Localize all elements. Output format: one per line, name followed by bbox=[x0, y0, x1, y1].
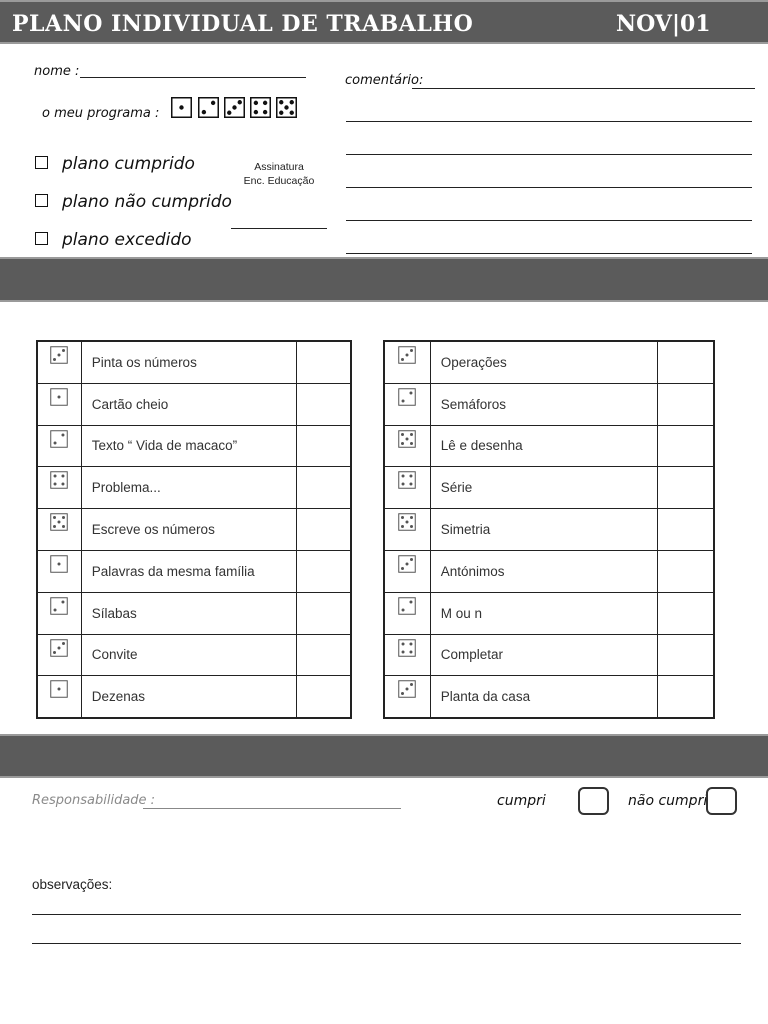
task-check-cell[interactable] bbox=[658, 383, 714, 425]
task-dice-cell bbox=[37, 467, 81, 509]
task-table-left bbox=[36, 340, 352, 719]
dice-5-icon bbox=[398, 430, 416, 448]
dice-3-icon bbox=[50, 346, 68, 364]
task-label: Simetria bbox=[430, 509, 658, 551]
task-check-cell[interactable] bbox=[297, 509, 351, 551]
dice-3-icon bbox=[398, 346, 416, 364]
task-check-cell[interactable] bbox=[297, 383, 351, 425]
task-check-cell[interactable] bbox=[297, 467, 351, 509]
task-label: Sílabas bbox=[81, 592, 297, 634]
task-label: Semáforos bbox=[430, 383, 658, 425]
task-dice-cell bbox=[37, 383, 81, 425]
task-dice-cell bbox=[37, 341, 81, 383]
task-row bbox=[384, 341, 714, 383]
task-check-cell[interactable] bbox=[297, 550, 351, 592]
task-row bbox=[37, 383, 351, 425]
comment-line[interactable] bbox=[346, 253, 752, 254]
signature-label bbox=[231, 160, 327, 188]
task-dice-cell bbox=[384, 425, 430, 467]
dice-4-icon bbox=[50, 471, 68, 489]
task-check-cell[interactable] bbox=[658, 676, 714, 718]
program-die[interactable] bbox=[171, 97, 192, 123]
dice-1-icon bbox=[171, 97, 192, 118]
task-check-cell[interactable] bbox=[297, 676, 351, 718]
section-band bbox=[0, 734, 768, 778]
not-done-checkbox[interactable] bbox=[706, 787, 737, 815]
task-row bbox=[384, 467, 714, 509]
task-check-cell[interactable] bbox=[658, 425, 714, 467]
task-dice-cell bbox=[37, 509, 81, 551]
dice-5-icon bbox=[50, 513, 68, 531]
dice-3-icon bbox=[398, 555, 416, 573]
dice-2-icon bbox=[398, 388, 416, 406]
task-dice-cell bbox=[384, 383, 430, 425]
task-check-cell[interactable] bbox=[658, 592, 714, 634]
comment-label: comentário: bbox=[345, 73, 424, 88]
dice-3-icon bbox=[398, 680, 416, 698]
task-row bbox=[37, 634, 351, 676]
task-row bbox=[384, 676, 714, 718]
dice-2-icon bbox=[50, 597, 68, 615]
task-label: Problema... bbox=[81, 467, 297, 509]
status-option-not-completed: plano não cumprido bbox=[62, 192, 232, 212]
task-label: Pinta os números bbox=[81, 341, 297, 383]
task-check-cell[interactable] bbox=[658, 467, 714, 509]
task-table-right bbox=[383, 340, 715, 719]
task-dice-cell bbox=[37, 676, 81, 718]
dice-2-icon bbox=[198, 97, 219, 118]
task-check-cell[interactable] bbox=[297, 341, 351, 383]
task-label: Completar bbox=[430, 634, 658, 676]
task-dice-cell bbox=[384, 676, 430, 718]
dice-2-icon bbox=[50, 430, 68, 448]
task-row bbox=[384, 383, 714, 425]
name-field[interactable] bbox=[80, 77, 306, 78]
task-row bbox=[37, 592, 351, 634]
observations-line[interactable] bbox=[32, 914, 741, 915]
comment-line[interactable] bbox=[346, 220, 752, 221]
program-die[interactable] bbox=[198, 97, 219, 123]
header-band bbox=[0, 0, 768, 44]
task-row bbox=[37, 467, 351, 509]
task-row bbox=[384, 592, 714, 634]
task-dice-cell bbox=[37, 592, 81, 634]
task-label: Convite bbox=[81, 634, 297, 676]
page-date: NOV|01 bbox=[616, 11, 711, 37]
task-label: Texto “ Vida de macaco” bbox=[81, 425, 297, 467]
task-label: Cartão cheio bbox=[81, 383, 297, 425]
task-label: Lê e desenha bbox=[430, 425, 658, 467]
program-die[interactable] bbox=[276, 97, 297, 123]
dice-1-icon bbox=[50, 388, 68, 406]
task-check-cell[interactable] bbox=[658, 550, 714, 592]
task-row bbox=[384, 509, 714, 551]
responsibility-label: Responsabilidade : bbox=[32, 793, 156, 808]
task-label: Série bbox=[430, 467, 658, 509]
dice-5-icon bbox=[398, 513, 416, 531]
comment-line[interactable] bbox=[346, 154, 752, 155]
checkbox-plan-not-completed[interactable] bbox=[35, 194, 48, 207]
task-dice-cell bbox=[384, 467, 430, 509]
task-label: Operações bbox=[430, 341, 658, 383]
task-label: M ou n bbox=[430, 592, 658, 634]
dice-1-icon bbox=[50, 680, 68, 698]
task-dice-cell bbox=[37, 634, 81, 676]
signature-label-line1: Assinatura bbox=[254, 161, 304, 173]
dice-5-icon bbox=[276, 97, 297, 118]
program-die[interactable] bbox=[224, 97, 245, 123]
name-label: nome : bbox=[34, 64, 80, 79]
dice-4-icon bbox=[398, 639, 416, 657]
task-label: Palavras da mesma família bbox=[81, 550, 297, 592]
task-row bbox=[37, 425, 351, 467]
done-checkbox[interactable] bbox=[578, 787, 609, 815]
dice-4-icon bbox=[250, 97, 271, 118]
task-row bbox=[384, 550, 714, 592]
task-row bbox=[37, 550, 351, 592]
task-dice-cell bbox=[384, 634, 430, 676]
task-dice-cell bbox=[384, 341, 430, 383]
task-row bbox=[37, 341, 351, 383]
task-label: Escreve os números bbox=[81, 509, 297, 551]
task-check-cell[interactable] bbox=[658, 341, 714, 383]
task-dice-cell bbox=[384, 550, 430, 592]
signature-label-line2: Enc. Educação bbox=[243, 175, 315, 187]
dice-3-icon bbox=[224, 97, 245, 118]
comment-line[interactable] bbox=[346, 121, 752, 122]
comment-line[interactable] bbox=[346, 187, 752, 188]
task-dice-cell bbox=[37, 550, 81, 592]
task-check-cell[interactable] bbox=[658, 634, 714, 676]
task-check-cell[interactable] bbox=[658, 509, 714, 551]
task-row bbox=[384, 425, 714, 467]
not-done-label: não cumpri bbox=[628, 793, 708, 809]
status-option-completed: plano cumprido bbox=[62, 154, 195, 174]
task-label: Dezenas bbox=[81, 676, 297, 718]
dice-1-icon bbox=[50, 555, 68, 573]
observations-label: observações: bbox=[32, 877, 113, 892]
dice-3-icon bbox=[50, 639, 68, 657]
program-die[interactable] bbox=[250, 97, 271, 123]
task-check-cell[interactable] bbox=[297, 592, 351, 634]
signature-field[interactable] bbox=[231, 228, 327, 229]
comment-line[interactable] bbox=[412, 88, 755, 89]
task-label: Planta da casa bbox=[430, 676, 658, 718]
task-row bbox=[384, 634, 714, 676]
checkbox-plan-exceeded[interactable] bbox=[35, 232, 48, 245]
task-check-cell[interactable] bbox=[297, 634, 351, 676]
page-title: PLANO INDIVIDUAL DE TRABALHO bbox=[12, 11, 474, 37]
task-label: Antónimos bbox=[430, 550, 658, 592]
task-row bbox=[37, 509, 351, 551]
done-label: cumpri bbox=[497, 793, 546, 809]
task-dice-cell bbox=[384, 592, 430, 634]
status-option-exceeded: plano excedido bbox=[62, 230, 192, 250]
section-band bbox=[0, 257, 768, 302]
checkbox-plan-completed[interactable] bbox=[35, 156, 48, 169]
dice-4-icon bbox=[398, 471, 416, 489]
program-label: o meu programa : bbox=[42, 106, 160, 121]
task-dice-cell bbox=[384, 509, 430, 551]
observations-line[interactable] bbox=[32, 943, 741, 944]
dice-2-icon bbox=[398, 597, 416, 615]
responsibility-field[interactable] bbox=[143, 808, 401, 809]
task-row bbox=[37, 676, 351, 718]
task-check-cell[interactable] bbox=[297, 425, 351, 467]
task-dice-cell bbox=[37, 425, 81, 467]
